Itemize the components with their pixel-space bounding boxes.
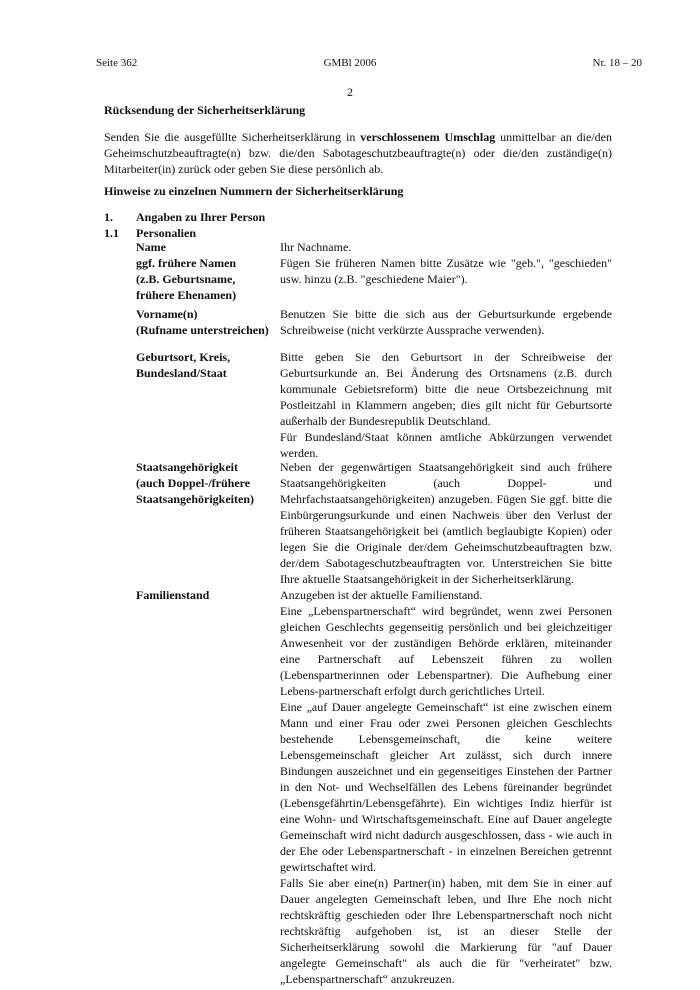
ruecksendung-text-end: unmittelbar an die/den Geheimschutzbeauftragte(n) bzw. die/den Sabotageschutzbeauftragte(n) oder die/den zuständige(n) Mitarbeiter(in) zurück oder geben Sie diese persönlich ab. bbox=[104, 130, 612, 176]
text-paragraph: Eine „auf Dauer angelegte Gemeinschaft“ ist eine zwischen einem Mann und einer Frau oder zwei Personen gleichen Geschlechts bestehende Lebensgemeinschaft, die keine weitere Lebensgemeinschaft gleicher Art zulässt, sich durch innere Bindungen auszeichnet und ein gegenseitiges Einstehen der Partner in den Not- und Wechselfällen des Lebens füreinander begründet (Lebensgefährtin/Lebensgefährte). Ein wichtiges Indiz hierfür ist eine Wohn- und Wirtschaftsgemeinschaft. Eine auf Dauer angelegte Gemeinschaft wird nicht dadurch ausgeschlossen, dass - wie auch in der Ehe oder Lebenspartnerschaft - in einzelnen Bereichen getrennt gewirtschaftet wird. bbox=[280, 700, 612, 874]
heading-number-1: 1. bbox=[104, 210, 113, 224]
label-line: Staatsangehörigkeit bbox=[136, 460, 238, 474]
ruecksendung-text-start: Senden Sie die ausgefüllte Sicherheitserklärung in bbox=[104, 130, 361, 144]
text-paragraph: Eine „Lebenspartnerschaft“ wird begründet, wenn zwei Personen gleichen Geschlechts gegenseitig persönlich und bei gleichzeitiger Anwesenheit vor der zuständigen Behörde erklären, miteinander eine Partnerschaft auf Lebenszeit führen zu wollen (Lebenspartnerinnen oder Lebenspartner). Die Aufhebung einer Lebens-partnerschaft erfolgt durch gerichtliches Urteil. bbox=[280, 604, 612, 698]
text-paragraph: Bitte geben Sie den Geburtsort in der Schreibweise der Geburtsurkunde an. Bei Änderung des Ortsnamens (z.B. durch kommunale Gebietsreform) bitte die neue Ortsbezeichnung mit Postleitzahl in Klammern angeben; dies gilt nicht für Geburtsorte außerhalb der Bundesrepublik Deutschland. bbox=[280, 350, 612, 428]
header-left: Seite 362 bbox=[96, 57, 138, 69]
entry-text-staatsangehoerigkeit bbox=[280, 459, 612, 587]
label-line: Bundesland/Staat bbox=[136, 366, 227, 380]
section-title-ruecksendung: Rücksendung der Sicherheitserklärung bbox=[104, 103, 306, 117]
entry-text-geburtsort bbox=[280, 349, 612, 461]
label-line: Vorname(n) bbox=[136, 307, 198, 321]
label-line: frühere Ehenamen) bbox=[136, 288, 237, 302]
label-line: (z.B. Geburtsname, bbox=[136, 272, 236, 286]
text-paragraph: Fügen Sie früheren Namen bitte Zusätze wie "geb.", "geschieden" usw. hinzu (z.B. "geschiedene Maier"). bbox=[280, 256, 612, 286]
entry-text-vorname bbox=[280, 306, 612, 338]
label-line: Familienstand bbox=[136, 588, 210, 602]
label-line: Name bbox=[136, 240, 166, 254]
label-line: Staatsangehörigkeiten) bbox=[136, 492, 254, 506]
text-paragraph: Ihr Nachname. bbox=[280, 240, 352, 254]
entry-label-familienstand bbox=[136, 587, 276, 603]
entry-text-familienstand bbox=[280, 587, 612, 987]
label-line: Geburtsort, Kreis, bbox=[136, 350, 231, 364]
text-paragraph: Neben der gegenwärtigen Staatsangehörigkeit sind auch frühere Staatsangehörigkeiten (auch Doppel- und Mehrfachstaatsangehörigkeiten) anzugeben. Fügen Sie ggf. bitte die Einbürgerungsurkunde und einen Nachweis über den Verlust der früheren Staatsangehörigkeit bei (amtlich beglaubigte Kopien) oder legen Sie die Originale der/dem Geheimschutzbeauftragten bzw. der/dem Sabotageschutzbeauftragten vor. Unterstreichen Sie bitte Ihre aktuelle Staatsangehörigkeit in der Sicherheitserklärung. bbox=[280, 460, 612, 586]
page-number: 2 bbox=[347, 85, 353, 99]
header-right: Nr. 18 – 20 bbox=[592, 57, 642, 69]
text-paragraph: Für Bundesland/Staat können amtliche Abkürzungen verwendet werden. bbox=[280, 430, 612, 460]
section-ruecksendung-text bbox=[104, 129, 612, 177]
text-paragraph: Benutzen Sie bitte die sich aus der Geburtsurkunde ergebende Schreibweise (nicht verkürzte Aussprache verwenden). bbox=[280, 307, 612, 337]
label-line: ggf. frühere Namen bbox=[136, 256, 237, 270]
heading-number-1-1: 1.1 bbox=[104, 226, 119, 240]
entry-label-name bbox=[136, 239, 276, 303]
heading-angaben-person: Angaben zu Ihrer Person bbox=[136, 210, 266, 224]
entry-text-name bbox=[280, 239, 612, 287]
entry-label-staatsangehoerigkeit bbox=[136, 459, 276, 507]
label-line: (auch Doppel-/frühere bbox=[136, 476, 251, 490]
text-paragraph: Falls Sie aber eine(n) Partner(in) haben, mit dem Sie in einer auf Dauer angelegten Gemeinschaft leben, und Ihre Ehe noch nicht rechtskräftig geschieden oder Ihre Lebenspartnerschaft noch nicht rechtskräftig aufgehoben ist, ist an dieser Stelle der Sicherheitserklärung sowohl die Markierung für "auf Dauer angelegte Gemeinschaft" als auch die für "verheiratet" bzw. „Lebenspartnerschaft“ anzukreuzen. bbox=[280, 876, 612, 986]
text-paragraph: Anzugeben ist der aktuelle Familienstand. bbox=[280, 588, 483, 602]
label-line: (Rufname unterstreichen) bbox=[136, 323, 269, 337]
entry-label-geburtsort bbox=[136, 349, 276, 381]
header-center: GMBl 2006 bbox=[323, 57, 377, 69]
heading-personalien: Personalien bbox=[136, 226, 196, 240]
section-title-hinweise: Hinweise zu einzelnen Nummern der Sicherheitserklärung bbox=[104, 184, 404, 198]
entry-label-vorname bbox=[136, 306, 276, 338]
ruecksendung-text-emphasis: verschlossenem Umschlag bbox=[360, 130, 496, 144]
